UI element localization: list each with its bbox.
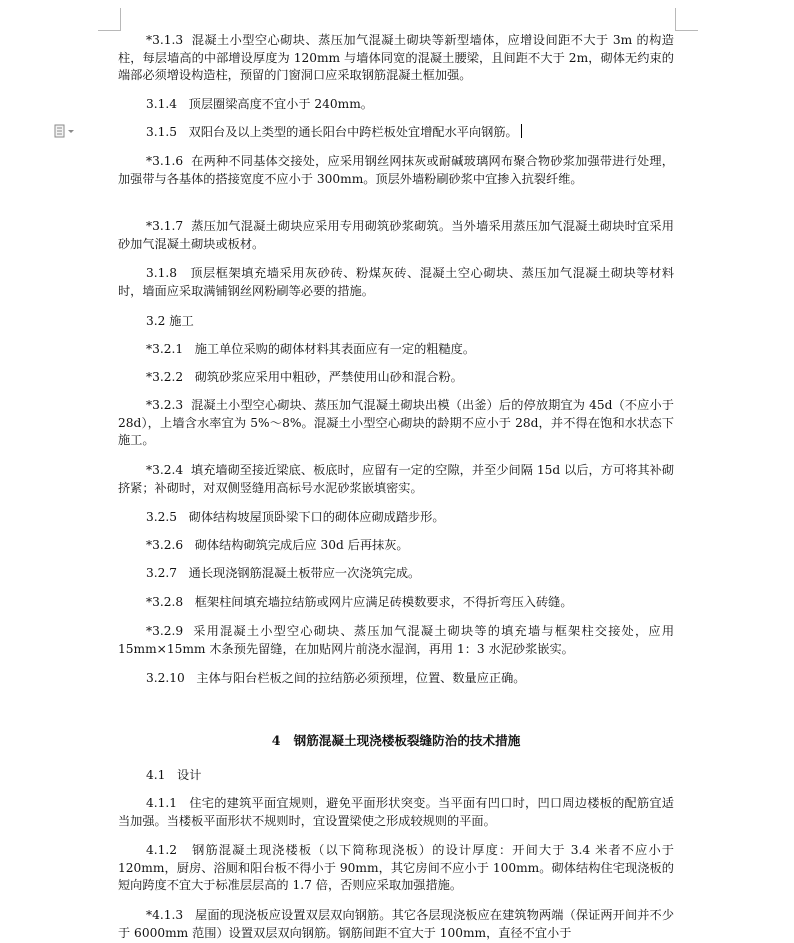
paragraph: *3.1.7 蒸压加气混凝土砌块应采用专用砌筑砂浆砌筑。当外墙采用蒸压加气混凝土砌块时宜采用砂加气混凝土砌块或板材。 bbox=[118, 219, 674, 251]
paragraph: *3.2.1 施工单位采购的砌体材料其表面应有一定的粗糙度。 bbox=[146, 342, 476, 356]
paragraph: *3.1.3 混凝土小型空心砌块、蒸压加气混凝土砌块等新型墙体，应增设间距不大于 3m 的构造柱，每层墙高的中部增设厚度为 120mm 与墙体同宽的混凝土腰梁，且间距不大于 2m，砌体无约束的端部必须增设构造柱，预留的门窗洞口应采取钢筋混凝土框加强。 bbox=[118, 33, 674, 82]
paragraph: *3.2.2 砌筑砂浆应采用中粗砂，严禁使用山砂和混合粉。 bbox=[146, 370, 463, 384]
section-heading: 3.2 施工 bbox=[146, 314, 194, 328]
paragraph: *3.2.9 采用混凝土小型空心砌块、蒸压加气混凝土砌块等的填充墙与框架柱交接处，应用 15mm×15mm 木条预先留缝，在加贴网片前浇水湿润，再用 1：3 水泥砂浆嵌实。 bbox=[118, 624, 675, 656]
chapter-title: 4 钢筋混凝土现浇楼板裂缝防治的技术措施 bbox=[271, 733, 521, 748]
paragraph: *3.2.4 填充墙砌至接近梁底、板底时，应留有一定的空隙，并至少间隔 15d 以后，方可将其补砌挤紧；补砌时，对双侧竖缝用高标号水泥砂浆嵌填密实。 bbox=[118, 463, 675, 495]
paragraph: 3.1.4 顶层圈梁高度不宜小于 240mm。 bbox=[146, 97, 373, 111]
paragraph: *3.2.8 框架柱间填充墙拉结筋或网片应满足砖模数要求，不得折弯压入砖缝。 bbox=[146, 595, 573, 609]
paragraph: 3.2.10 主体与阳台栏板之间的拉结筋必须预埋，位置、数量应正确。 bbox=[146, 671, 526, 685]
paragraph: 4.1.1 住宅的建筑平面宜规则，避免平面形状突变。当平面有凹口时，凹口周边楼板的配筋宜适当加强。当楼板平面形状不规则时，宜设置梁使之形成较规则的平面。 bbox=[118, 796, 674, 828]
page-corner-mark bbox=[675, 8, 698, 31]
paragraph: 3.2.5 砌体结构坡屋顶卧梁下口的砌体应砌成踏步形。 bbox=[146, 510, 445, 524]
paragraph: 3.2.7 通长现浇钢筋混凝土板带应一次浇筑完成。 bbox=[146, 566, 421, 580]
paragraph: *3.2.3 混凝土小型空心砌块、蒸压加气混凝土砌块出模（出釜）后的停放期宜为 45d（不应小于 28d），上墙含水率宜为 5%～8%。混凝土小型空心砌块的龄期不应小于 28d，并不得在饱和水状态下施工。 bbox=[118, 398, 674, 447]
paragraph: 4.1.2 钢筋混凝土现浇楼板（以下简称现浇板）的设计厚度：开间大于 3.4 米者不应小于 120mm，厨房、浴厕和阳台板不得小于 90mm，其它房间不应小于 100mm。砌体结构住宅现浇板的短向跨度不宜大于标准层层高的 1.7 倍，否则应采取加强措施。 bbox=[118, 843, 674, 892]
text-cursor bbox=[521, 124, 523, 138]
page-corner-mark bbox=[98, 8, 121, 31]
paragraph-layout-icon[interactable] bbox=[54, 124, 76, 138]
paragraph: *3.1.6 在两种不同基体交接处，应采用钢丝网抹灰或耐碱玻璃网布聚合物砂浆加强带进行处理，加强带与各基体的搭接宽度不应小于 300mm。顶层外墙粉刷砂浆中宜掺入抗裂纤维。 bbox=[118, 154, 674, 186]
section-heading: 4.1 设计 bbox=[146, 768, 202, 782]
paragraph: *3.2.6 砌体结构砌筑完成后应 30d 后再抹灰。 bbox=[146, 538, 409, 552]
paragraph: 3.1.8 顶层框架填充墙采用灰砂砖、粉煤灰砖、混凝土空心砌块、蒸压加气混凝土砌块等材料时，墙面应采取满铺钢丝网粉刷等必要的措施。 bbox=[118, 266, 675, 298]
paragraph: 3.1.5 双阳台及以上类型的通长阳台中跨栏板处宜增配水平向钢筋。 bbox=[118, 124, 674, 142]
paragraph: *4.1.3 屋面的现浇板应设置双层双向钢筋。其它各层现浇板应在建筑物两端（保证两开间并不少于 6000mm 范围）设置双层双向钢筋。钢筋间距不宜大于 100mm，直径不宜小于 bbox=[118, 908, 675, 940]
